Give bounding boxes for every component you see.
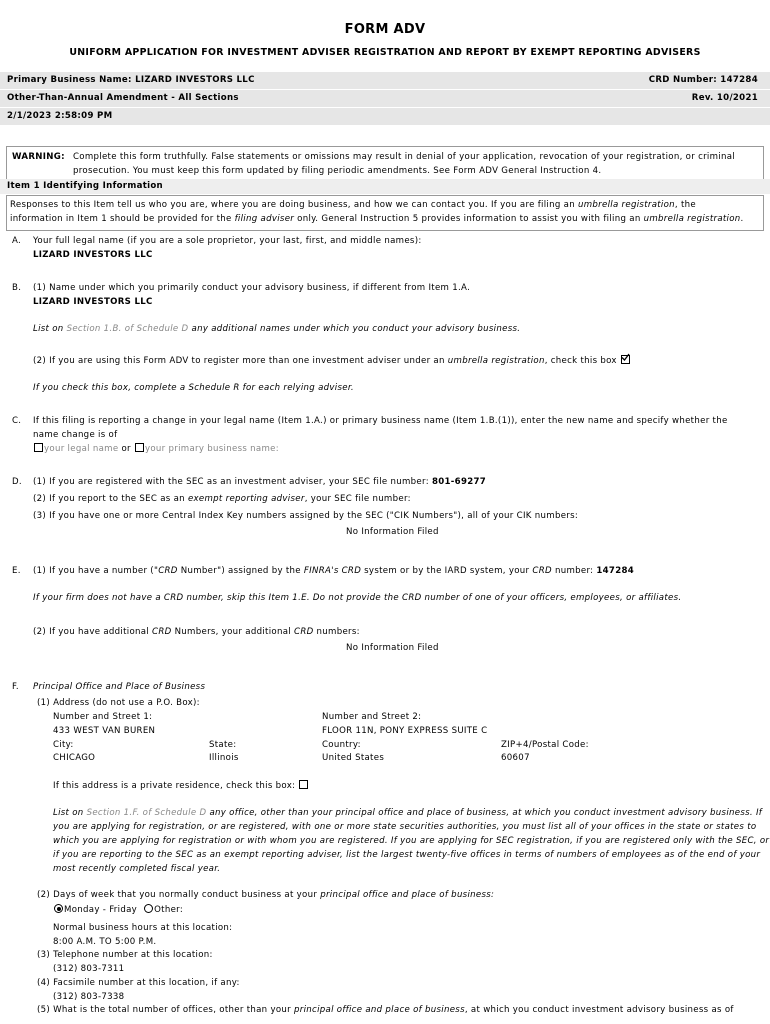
country-value: United States	[322, 753, 385, 763]
country-label: Country:	[322, 740, 361, 750]
header-bar	[0, 108, 770, 125]
item-letter: C.	[12, 416, 22, 426]
question-c: name change is of	[33, 430, 118, 440]
crd-answer: 147284	[596, 566, 635, 576]
street1-value: 433 WEST VAN BUREN	[53, 726, 156, 736]
street2-label: Number and Street 2:	[322, 712, 422, 722]
private-residence-checkbox[interactable]	[299, 780, 308, 789]
question-d1: (1) If you are registered with the SEC as an investment adviser, your SEC file number: 801-69277	[33, 477, 487, 487]
additional-crd-numbers: No Information Filed	[346, 643, 439, 653]
item1-intro: information in Item 1 should be provided for the filing adviser only. General Instruction 5 provides information to assist you with filing an umbrella registration.	[10, 214, 744, 224]
revision: Rev. 10/2021	[691, 93, 758, 103]
warning-text: prosecution. You must keep this form updated by filing periodic amendments. See Form ADV General Instruction 4.	[73, 166, 602, 176]
street1-label: Number and Street 1:	[53, 712, 153, 722]
name-change-options: your legal name or your primary business name:	[33, 443, 279, 454]
sec-file-number: 801-69277	[431, 477, 487, 487]
state-value: Illinois	[209, 753, 239, 763]
question-f3: (3) Telephone number at this location:	[37, 950, 213, 960]
telephone-value: (312) 803-7311	[53, 964, 125, 974]
question-f5: (5) What is the total number of offices, other than your principal office and place of business, at which you conduct investment advisory business as of	[37, 1005, 734, 1015]
monday-friday-radio[interactable]	[54, 904, 63, 913]
days-options: Monday - Friday Other:	[53, 904, 183, 915]
city-value: CHICAGO	[53, 753, 96, 763]
city-label: City:	[53, 740, 74, 750]
question-d2: (2) If you report to the SEC as an exempt reporting adviser, your SEC file number:	[33, 494, 411, 504]
question-f2: (2) Days of week that you normally conduct business at your principal office and place of business:	[37, 890, 495, 900]
relying-adviser-note: If you check this box, complete a Schedule R for each relying adviser.	[33, 383, 354, 393]
filing-datetime: 2/1/2023 2:58:09 PM	[7, 111, 113, 121]
schedule-d-note: List on Section 1.B. of Schedule D any additional names under which you conduct your advisory business.	[33, 324, 521, 334]
zip-value: 60607	[501, 753, 530, 763]
question-e2: (2) If you have additional CRD Numbers, your additional CRD numbers:	[33, 627, 360, 637]
business-name: Primary Business Name: LIZARD INVESTORS LLC	[7, 75, 255, 85]
zip-label: ZIP+4/Postal Code:	[501, 740, 589, 750]
question-b2: (2) If you are using this Form ADV to register more than one investment adviser under an umbrella registration, check this box	[33, 355, 631, 366]
question-d3: (3) If you have one or more Central Index Key numbers assigned by the SEC ("CIK Numbers"), all of your CIK numbers:	[33, 511, 579, 521]
schedule-d-1f-note: if you are reporting to the SEC as an exempt reporting adviser, list the largest twenty-five offices in terms of numbers of employees as of the end of your	[53, 850, 761, 860]
umbrella-checkbox[interactable]	[621, 355, 630, 364]
item-letter: E.	[12, 566, 21, 576]
item-letter: F.	[12, 682, 19, 692]
item-letter: B.	[12, 283, 22, 293]
hours-value: 8:00 A.M. TO 5:00 P.M.	[53, 937, 157, 947]
schedule-d-1b-link[interactable]: Section 1.B. of Schedule D	[66, 324, 189, 334]
warning-label: WARNING:	[12, 152, 65, 162]
item-letter: A.	[12, 236, 22, 246]
fax-value: (312) 803-7338	[53, 992, 125, 1002]
warning-text: Complete this form truthfully. False statements or omissions may result in denial of your application, revocation of your registration, or criminal	[73, 152, 735, 162]
street2-value: FLOOR 11N, PONY EXPRESS SUITE C	[322, 726, 488, 736]
question-a: Your full legal name (if you are a sole proprietor, your last, first, and middle names):	[33, 236, 422, 246]
question-f4: (4) Facsimile number at this location, if any:	[37, 978, 240, 988]
question-c: If this filing is reporting a change in your legal name (Item 1.A.) or primary business name (Item 1.B.(1)), enter the new name and specify whether the	[33, 416, 728, 426]
schedule-d-1f-note: List on Section 1.F. of Schedule D any office, other than your principal office and place of business, at which you conduct investment advisory business. If	[53, 808, 763, 818]
answer-business-name: LIZARD INVESTORS LLC	[33, 297, 153, 307]
amendment-type: Other-Than-Annual Amendment - All Sections	[7, 93, 239, 103]
hours-label: Normal business hours at this location:	[53, 923, 233, 933]
principal-office-heading: Principal Office and Place of Business	[33, 682, 206, 692]
answer-legal-name: LIZARD INVESTORS LLC	[33, 250, 153, 260]
form-title: FORM ADV	[344, 22, 426, 37]
schedule-d-1f-note: you are applying for registration, or are registered, with one or more state securities authorities, you must list all of your offices in the state or states to	[53, 822, 757, 832]
schedule-d-1f-link[interactable]: Section 1.F. of Schedule D	[86, 808, 207, 818]
business-name-checkbox[interactable]	[135, 443, 144, 452]
other-days-radio[interactable]	[144, 904, 153, 913]
item1-intro: Responses to this Item tell us who you are, where you are doing business, and how we can contact you. If you are filing an umbrella registration, the	[10, 200, 696, 210]
question-b1: (1) Name under which you primarily conduct your advisory business, if different from Item 1.A.	[33, 283, 471, 293]
item1-heading: Item 1 Identifying Information	[7, 181, 163, 191]
crd-note: If your firm does not have a CRD number, skip this Item 1.E. Do not provide the CRD number of one of your officers, employees, or affiliates.	[33, 593, 682, 603]
form-subtitle: UNIFORM APPLICATION FOR INVESTMENT ADVISER REGISTRATION AND REPORT BY EXEMPT REPORTING ADVISERS	[69, 47, 701, 58]
question-f1: (1) Address (do not use a P.O. Box):	[37, 698, 200, 708]
cik-numbers: No Information Filed	[346, 527, 439, 537]
question-e1: (1) If you have a number ("CRD Number") assigned by the FINRA's CRD system or by the IARD system, your CRD number: 147284	[33, 566, 635, 576]
schedule-d-1f-note: which you are applying for registration or with whom you are registered. If you are applying for SEC registration, if you are registered only with the SEC, or	[53, 836, 770, 846]
private-residence-question: If this address is a private residence, check this box:	[53, 780, 309, 791]
legal-name-checkbox[interactable]	[34, 443, 43, 452]
item-letter: D.	[12, 477, 22, 487]
crd-number: CRD Number: 147284	[648, 75, 758, 85]
schedule-d-1f-note: most recently completed fiscal year.	[53, 864, 221, 874]
state-label: State:	[209, 740, 237, 750]
